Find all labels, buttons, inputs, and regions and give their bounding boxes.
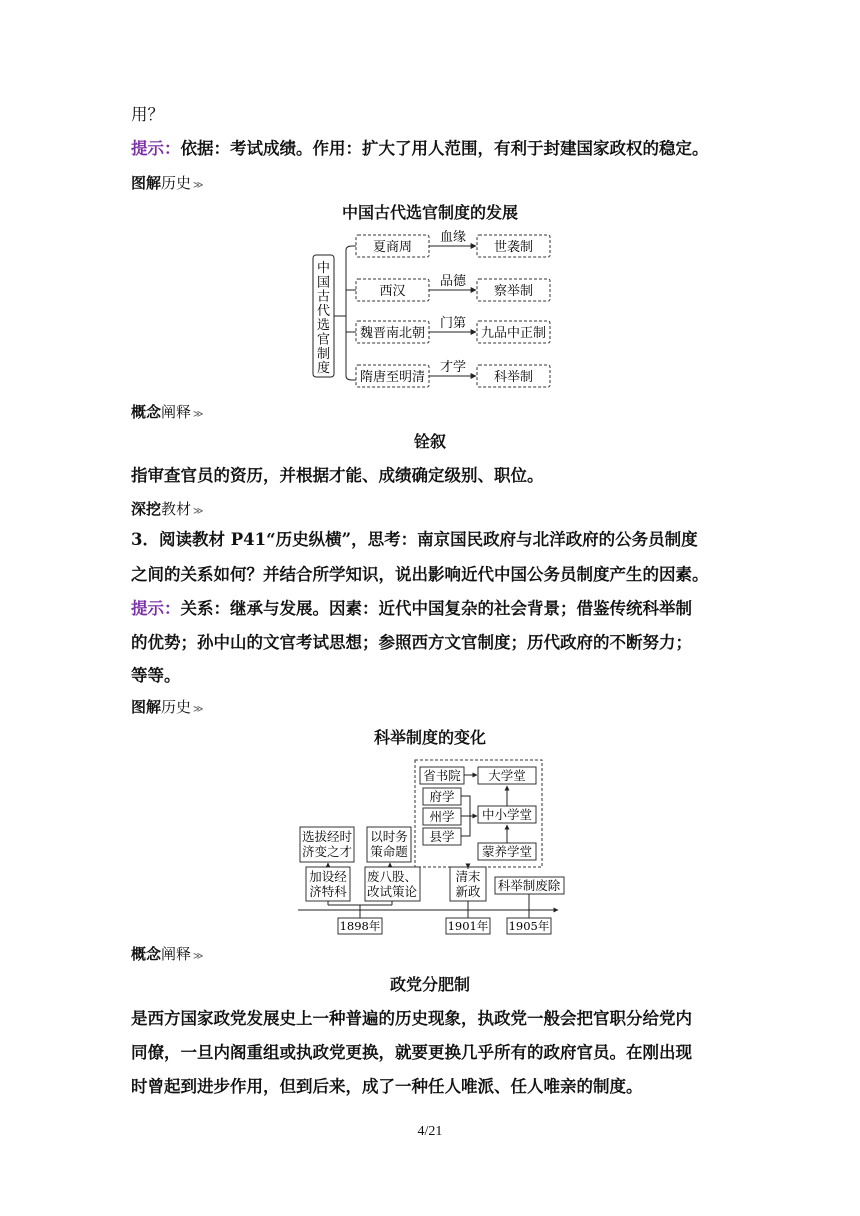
hint-body: 关系：继承与发展。因素：近代中国复杂的社会背景；借鉴传统科举制: [180, 599, 692, 618]
year-label: 1901年: [447, 919, 489, 933]
school-new-label: 中小学堂: [481, 807, 533, 822]
section-tag-strong: 深挖: [131, 500, 162, 518]
section-tag-strong: 图解: [131, 698, 162, 716]
question-3-line: 3．阅读教材 P41“历史纵横”，思考：南京国民政府与北洋政府的公务员制度: [131, 530, 698, 549]
section-tag-tujie: [131, 173, 204, 196]
selection-system-diagram: [300, 230, 560, 390]
basis-label: 才学: [439, 360, 467, 375]
year-label: 1898年: [339, 919, 381, 933]
section-tag-strong: 概念: [131, 945, 162, 963]
system-label: 科举制: [493, 370, 534, 385]
reform3-line: 新政: [455, 884, 481, 899]
section-tag-rest: 阐释: [161, 403, 192, 421]
term1-definition: 指审查官员的资历，并根据才能、成绩确定级别、职位。: [131, 466, 544, 485]
school-old-label: 省书院: [423, 768, 461, 783]
hint-paragraph: [131, 138, 709, 160]
term2-line: 是西方国家政党发展史上一种普遍的历史现象，执政党一般会把官职分给党内: [131, 1009, 692, 1028]
reform1-line: 加设经: [309, 869, 347, 884]
reform4-label: 科举制废除: [497, 878, 561, 893]
section-tag-strong: 概念: [131, 403, 162, 421]
hint-body: 依据：考试成绩。作用：扩大了用人范围，有利于封建国家政权的稳定。: [180, 139, 709, 158]
period-label: 夏商周: [372, 240, 413, 255]
reform2-result-line: 以时务: [370, 829, 408, 844]
section-tag-gainian: [131, 944, 204, 967]
hint-line: 的优势；孙中山的文官考试思想；参照西方文官制度；历代政府的不断努力；: [131, 633, 692, 652]
system-label: 九品中正制: [480, 326, 547, 341]
basis-label: 门第: [439, 316, 467, 331]
diagram1-root-label: 中国古代选官制度: [316, 261, 331, 377]
school-old-label: 县学: [429, 829, 455, 844]
section-tag-rest: 历史: [161, 174, 192, 192]
reform2-result-line: 策命题: [370, 844, 408, 859]
double-chevron-icon: ≫: [193, 506, 204, 517]
double-chevron-icon: ≫: [193, 951, 204, 962]
system-label: 世袭制: [493, 240, 534, 255]
system-label: 察举制: [493, 284, 534, 299]
basis-label: 品德: [439, 274, 467, 289]
question-3-line: 之间的关系如何？并结合所学知识，说出影响近代中国公务员制度产生的因素。: [131, 565, 709, 584]
year-label: 1905年: [508, 919, 550, 933]
term2-line: 时曾起到进步作用，但到后来，成了一种任人唯派、任人唯亲的制度。: [131, 1077, 643, 1096]
school-new-label: 蒙养学堂: [481, 844, 533, 859]
diagram1-title: 中国古代选官制度的发展: [341, 203, 518, 222]
double-chevron-icon: ≫: [193, 409, 204, 420]
hint-label: 提示：: [131, 599, 181, 618]
basis-label: 血缘: [439, 230, 467, 245]
reform1-line: 济特科: [309, 884, 347, 899]
section-tag-gainian: [131, 402, 204, 425]
double-chevron-icon: ≫: [193, 180, 204, 191]
diagram2-title: 科举制度的变化: [373, 728, 486, 747]
period-label: 西汉: [379, 284, 406, 299]
school-old-label: 府学: [429, 789, 455, 804]
section-tag-strong: 图解: [131, 174, 162, 192]
hint-line: 等等。: [131, 666, 181, 685]
keju-change-diagram: [290, 755, 570, 940]
term1-title: 铨叙: [413, 432, 446, 451]
section-tag-tujie: [131, 697, 204, 720]
section-tag-rest: 教材: [161, 500, 192, 518]
page-number: 4/21: [417, 1124, 443, 1139]
hint-label: 提示：: [131, 139, 181, 158]
section-tag-rest: 阐释: [161, 945, 192, 963]
school-old-label: 州学: [429, 809, 455, 824]
reform2-line: 改试策论: [366, 884, 418, 899]
reform1-result-line: 选拔经时: [301, 829, 353, 844]
period-label: 隋唐至明清: [359, 370, 426, 385]
reform2-line: 废八股、: [366, 869, 418, 884]
reform1-result-line: 济变之才: [301, 844, 353, 859]
period-label: 魏晋南北朝: [359, 326, 426, 341]
school-new-label: 大学堂: [488, 768, 526, 783]
reform3-line: 清末: [455, 869, 481, 884]
double-chevron-icon: ≫: [193, 704, 204, 715]
term2-line: 同僚，一旦内阁重组或执政党更换，就要更换几乎所有的政府官员。在刚出现: [131, 1043, 692, 1062]
hint-paragraph: [131, 598, 692, 620]
section-tag-shenwa: [131, 499, 204, 522]
text-line: 用？: [131, 105, 164, 124]
section-tag-rest: 历史: [161, 698, 192, 716]
term2-title: 政党分肥制: [389, 975, 470, 994]
